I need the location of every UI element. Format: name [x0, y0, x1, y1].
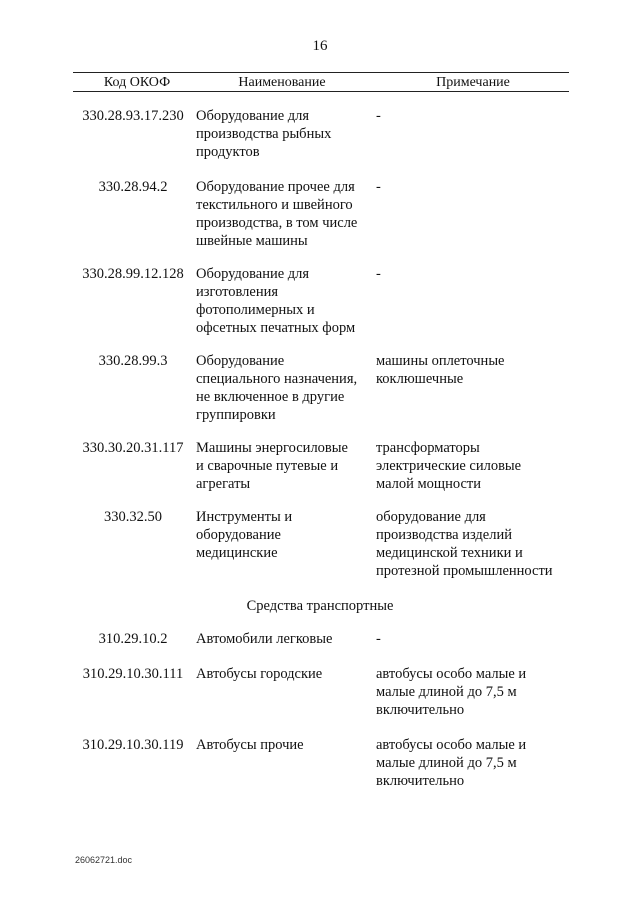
row-code: 330.30.20.31.117: [82, 440, 184, 456]
row-note: оборудование для производства изделий медицинской техники и протезной промышленности: [376, 509, 553, 579]
row-name: Оборудование для производства рыбных продуктов: [196, 108, 332, 160]
row-code: 330.28.99.12.128: [82, 266, 184, 282]
row-code: 310.29.10.30.119: [82, 737, 184, 753]
row-note: -: [376, 266, 381, 282]
row-note: машины оплеточные коклюшечные: [376, 353, 505, 387]
section-title: Средства транспортные: [246, 598, 394, 614]
row-note: -: [376, 179, 381, 195]
header-note: Примечание: [436, 75, 510, 90]
page-number: 16: [312, 38, 328, 54]
row-note: автобусы особо малые и малые длиной до 7,5 м включительно: [376, 737, 527, 789]
row-note: -: [376, 108, 381, 124]
row-code: 330.32.50: [104, 509, 162, 525]
row-code: 330.28.93.17.230: [82, 108, 184, 124]
row-code: 330.28.99.3: [98, 353, 168, 369]
document-filename: 26062721.doc: [75, 855, 133, 865]
row-name: Инструменты и оборудование медицинские: [196, 509, 293, 561]
row-name: Автобусы прочие: [196, 737, 304, 753]
row-name: Оборудование для изготовления фотополимерных и офсетных печатных форм: [196, 266, 356, 336]
row-name: Машины энергосиловые и сварочные путевые и агрегаты: [196, 440, 348, 492]
header-code: Код ОКОФ: [103, 75, 171, 90]
row-code: 310.29.10.30.111: [82, 666, 184, 682]
row-name: Автомобили легковые: [196, 631, 333, 647]
row-note: -: [376, 631, 381, 647]
row-name: Оборудование специального назначения, не включенное в другие группировки: [196, 353, 358, 423]
header-name: Наименование: [238, 75, 326, 90]
row-code: 330.28.94.2: [98, 179, 168, 195]
row-note: автобусы особо малые и малые длиной до 7,5 м включительно: [376, 666, 527, 718]
table-header: [73, 72, 569, 92]
row-code: 310.29.10.2: [98, 631, 168, 647]
row-name: Автобусы городские: [196, 666, 323, 682]
row-note: трансформаторы электрические силовые малой мощности: [376, 440, 522, 492]
row-name: Оборудование прочее для текстильного и швейного производства, в том числе швейные машины: [196, 179, 358, 249]
